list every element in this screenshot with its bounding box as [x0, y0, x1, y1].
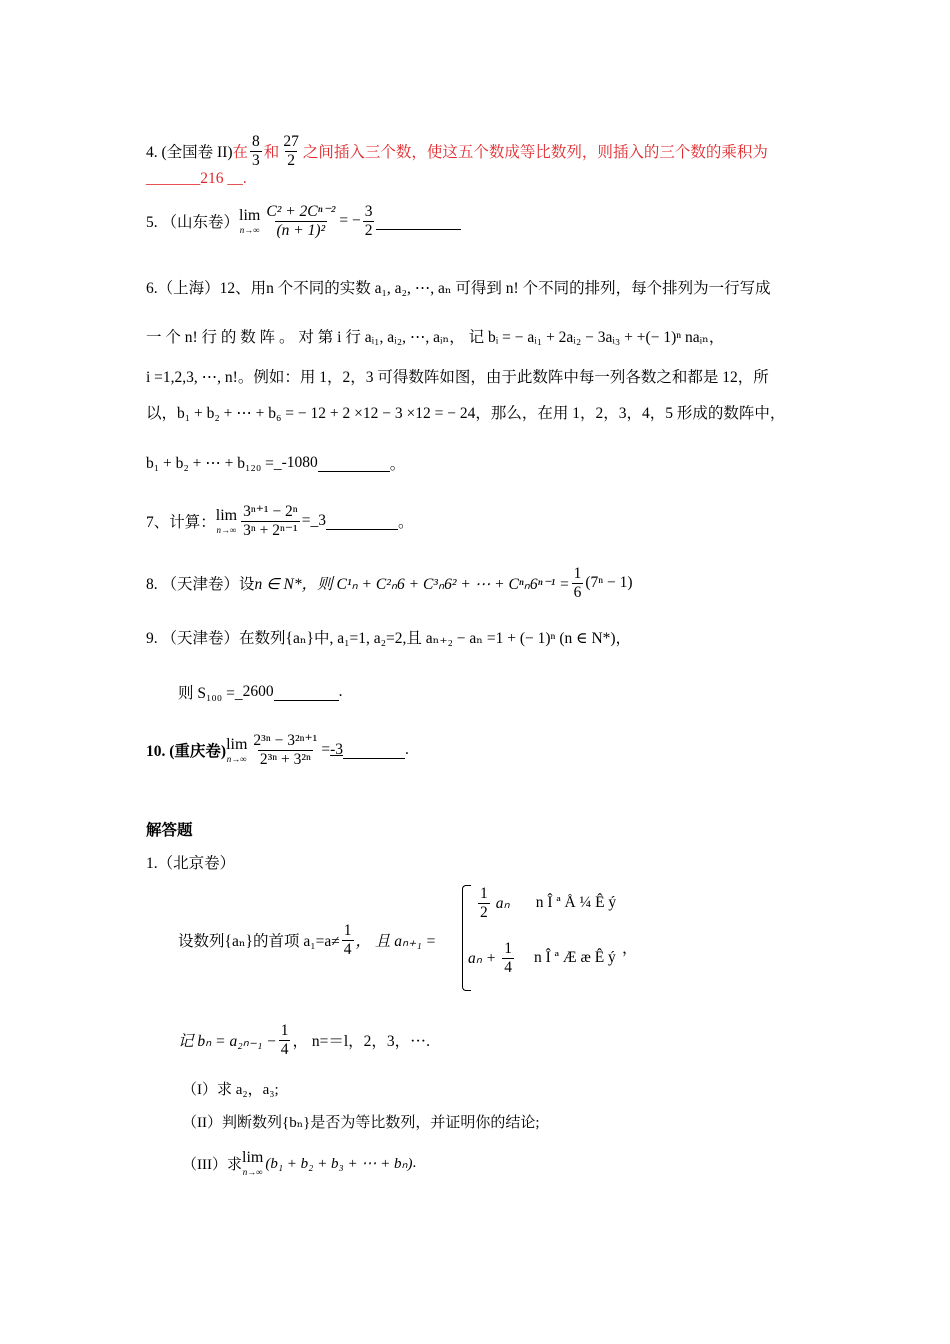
p1-q3-lim-word: lim — [242, 1149, 264, 1166]
q9-line-2-answer: 2600 — [242, 683, 274, 700]
p1-question-3 — [182, 1150, 416, 1177]
section-title: 解答题 — [146, 822, 193, 839]
q9-line-2-end: . — [338, 683, 343, 700]
p1-question-2: （II）判断数列{bₙ}是否为等比数列，并证明你的结论; — [182, 1115, 540, 1131]
q10-num: 2³ⁿ − 3²ⁿ⁺¹ — [253, 732, 318, 749]
q7-den: 3ⁿ + 2ⁿ⁻¹ — [243, 521, 298, 539]
case-2-cond: n Î ª Æ æ Ê ý — [534, 949, 616, 967]
case-1-fraction — [478, 885, 490, 922]
case-2-num: 1 — [504, 940, 513, 957]
p1-q3-end: . — [412, 1155, 417, 1171]
q7-end: 。 — [397, 514, 414, 532]
q10-prefix: 10. (重庆卷) — [146, 743, 227, 761]
q5-eq: = − — [339, 212, 361, 230]
q8-line — [146, 565, 633, 602]
q4-line — [146, 133, 768, 170]
q10-end: . — [404, 741, 409, 759]
q7-lim-sub: n→∞ — [216, 524, 237, 535]
q4-fraction-2 — [281, 133, 301, 170]
q6-line-5 — [146, 452, 405, 474]
q5-den: (n + 1)² — [276, 221, 326, 239]
q4-fraction-2-den: 2 — [287, 151, 295, 169]
p1-line-1-pre: 设数列{aₙ}的首项 a₁=a≠ — [178, 933, 340, 951]
q8-num: 1 — [573, 565, 582, 582]
p1-q3-lim-sub: n→∞ — [242, 1167, 263, 1177]
q7-lim-word: lim — [215, 506, 238, 524]
q5-fraction — [264, 203, 337, 240]
q9-blank — [274, 684, 339, 701]
case-2-var: aₙ + — [468, 949, 497, 967]
q5-line — [146, 203, 461, 240]
q4-text-3: 之间插入三个数，使这五个数成等比数列，则插入的三个数的乘积为 — [302, 144, 768, 162]
q7-answer: =_3 — [301, 512, 326, 530]
p1-line-2-den: 4 — [280, 1040, 289, 1058]
q6-line-2: 一 个 n! 行 的 数 阵 。 对 第 i 行 aᵢ₁, aᵢ₂, ⋯, aᵢₙ， 记 bᵢ = − aᵢ₁ + 2aᵢ₂ − 3aᵢ₃ + +(− 1)ⁿ naᵢₙ， — [146, 329, 725, 346]
q10-den: 2³ⁿ + 3²ⁿ — [259, 750, 311, 768]
case-2-den: 4 — [504, 958, 513, 976]
q5-ans-den: 2 — [364, 221, 373, 239]
q6-line-4: 以，b₁ + b₂ + ⋯ + b₆ = − 12 + 2 ×12 − 3 ×12 = − 24，那么，在用 1，2，3，4，5 形成的数阵中， — [146, 405, 786, 422]
p1-line-1 — [178, 922, 436, 959]
q8-tail: (7ⁿ − 1) — [585, 574, 633, 592]
q5-prefix: 5. （山东卷） — [146, 214, 240, 232]
q4-fraction-1-num: 8 — [252, 133, 260, 150]
q9-line-2 — [178, 681, 342, 703]
q4-prefix: 4. (全国卷 II) — [146, 144, 233, 162]
q5-blank — [376, 213, 461, 230]
q10-fraction — [251, 732, 319, 769]
p1-fraction-a-num: 1 — [343, 922, 352, 939]
q7-limit — [216, 508, 237, 535]
p1-fraction-a-den: 4 — [343, 940, 352, 958]
q7-prefix: 7、计算： — [146, 514, 216, 532]
p1-question-1: （I）求 a₂，a₃; — [182, 1082, 279, 1098]
p1-line-1-mid: ， 且 aₙ₊₁ = — [355, 933, 437, 951]
case-2-fraction — [502, 940, 514, 977]
q5-lim-sub: n→∞ — [239, 224, 260, 235]
q10-lim-word: lim — [226, 735, 248, 753]
q4-fraction-1 — [250, 133, 262, 170]
q5-num: C² + 2Cⁿ⁻² — [266, 203, 336, 220]
q5-answer-fraction — [363, 203, 375, 240]
q10-answer: -3 — [330, 741, 343, 759]
p1-line-2-fraction — [279, 1022, 291, 1059]
q7-line — [146, 503, 413, 540]
p1-line-2-num: 1 — [280, 1022, 289, 1039]
section-item-1: 1.（北京卷） — [146, 855, 236, 872]
p1-q3-pre: （III）求 — [182, 1157, 242, 1173]
q4-text-2: 和 — [263, 144, 280, 162]
piecewise-case-2 — [468, 940, 616, 977]
q9-line: 9. （天津卷）在数列{aₙ}中, a₁=1, a₂=2,且 aₙ₊₂ − aₙ =1 + (− 1)ⁿ (n ∈ N*)， — [146, 630, 632, 647]
q10-eq: = — [321, 741, 331, 759]
p1-line-2-end: ， n=＝l，2，3，⋅⋅⋅. — [292, 1033, 430, 1051]
p1-fraction-a — [342, 922, 354, 959]
case-1-var: aₙ — [495, 894, 510, 912]
case-1-num: 1 — [480, 885, 488, 902]
q8-den: 6 — [573, 583, 582, 601]
q7-num: 3ⁿ⁺¹ − 2ⁿ — [243, 503, 298, 520]
q4-answer-line: _______216 __. — [146, 170, 247, 187]
q6-line-5-end: 。 — [389, 456, 406, 473]
p1-q3-expr: (b₁ + b₂ + b₃ + ⋯ + bₙ) — [265, 1156, 413, 1172]
q4-fraction-1-den: 3 — [252, 151, 260, 169]
q10-limit — [226, 737, 247, 764]
piecewise-definition — [462, 885, 622, 995]
q8-prefix: 8. （天津卷）设 — [146, 576, 255, 594]
q6-line-5-expr: b₁ + b₂ + ⋯ + b₁₂₀ =_ — [146, 454, 282, 472]
q6-line-3: i =1,2,3, ⋯, n!。例如：用 1，2，3 可得数阵如图，由于此数阵中每一列各数之和都是 12，所 — [146, 369, 769, 386]
q10-line — [146, 732, 409, 769]
q5-lim-word: lim — [239, 206, 261, 224]
q6-line-1: 6.（上海）12、用n 个不同的实数 a₁, a₂, ⋯, aₙ 可得到 n! 个不同的排列，每个排列为一行写成 — [146, 280, 771, 297]
q5-ans-num: 3 — [364, 203, 373, 220]
p1-line-1-end: ， — [622, 940, 638, 957]
q8-fraction — [572, 565, 584, 602]
q9-line-2-pre: 则 S₁₀₀ =_ — [178, 685, 243, 702]
p1-line-2 — [178, 1022, 430, 1059]
q7-fraction — [241, 503, 300, 540]
q6-line-5-answer: -1080 — [281, 454, 318, 471]
p1-line-2-pre: 记 bₙ = a₂ₙ₋₁ − — [178, 1033, 277, 1051]
q10-blank — [343, 742, 405, 759]
q5-limit — [239, 208, 260, 235]
piecewise-case-1 — [476, 885, 616, 922]
q6-blank — [318, 455, 390, 472]
p1-q3-limit — [242, 1150, 263, 1177]
case-1-cond: n Î ª Å ¼ Ê ý — [535, 894, 617, 912]
q4-fraction-2-num: 27 — [283, 133, 299, 150]
q4-text-1: 在 — [232, 144, 249, 162]
q8-expr: n ∈ N*，则 C¹ₙ + C²ₙ6 + C³ₙ6² + ⋯ + Cⁿₙ6ⁿ⁻¹ = — [254, 576, 570, 594]
q10-lim-sub: n→∞ — [226, 753, 247, 764]
case-1-den: 2 — [480, 903, 488, 921]
q7-blank — [326, 513, 398, 530]
